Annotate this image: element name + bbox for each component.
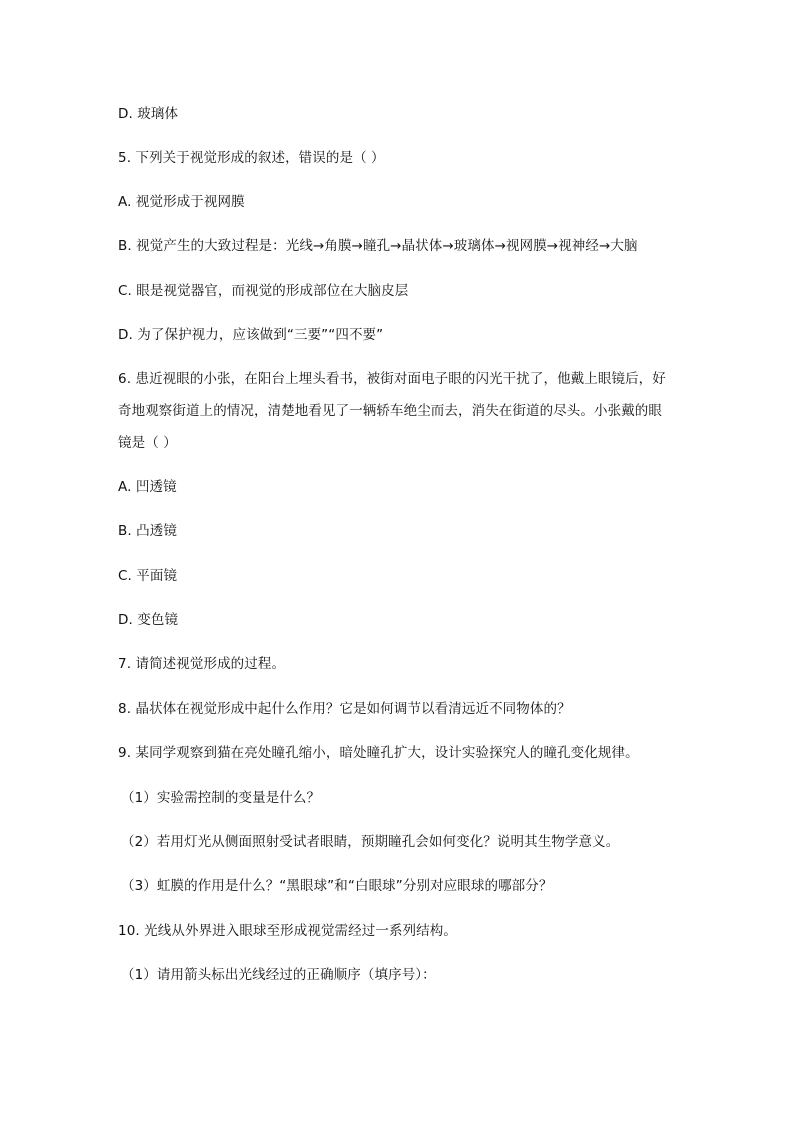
q6-option-a: A. 凹透镜 — [118, 479, 177, 495]
q6-option-c: C. 平面镜 — [118, 568, 178, 584]
q5-option-d: D. 为了保护视力，应该做到“三要”“四不要” — [118, 327, 384, 343]
question-6-stem-line-3: 镜是（ ） — [118, 435, 177, 451]
q5-option-c: C. 眼是视觉器官，而视觉的形成部位在大脑皮层 — [118, 283, 409, 299]
q6-option-d: D. 变色镜 — [118, 612, 179, 628]
question-6-stem-line-2: 奇地观察街道上的情况，清楚地看见了一辆轿车绝尘而去，消失在街道的尽头。小张戴的眼 — [118, 403, 662, 419]
question-7: 7. 请简述视觉形成的过程。 — [118, 656, 286, 672]
question-8: 8. 晶状体在视觉形成中起什么作用？它是如何调节以看清远近不同物体的？ — [118, 701, 571, 717]
question-10-stem: 10. 光线从外界进入眼球至形成视觉需经过一系列结构。 — [118, 923, 457, 939]
question-6-stem-line-1: 6. 患近视眼的小张，在阳台上埋头看书，被街对面电子眼的闪光干扰了，他戴上眼镜后，好 — [118, 371, 666, 387]
question-9-part-2: （2）若用灯光从侧面照射受试者眼睛，预期瞳孔会如何变化？说明其生物学意义。 — [121, 834, 620, 850]
question-10-part-1: （1）请用箭头标出光线经过的正确顺序（填序号）： — [121, 967, 436, 983]
q6-option-b: B. 凸透镜 — [118, 523, 177, 539]
question-9-part-3: （3）虹膜的作用是什么？“黑眼球”和“白眼球”分别对应眼球的哪部分？ — [121, 878, 553, 894]
q5-option-b: B. 视觉产生的大致过程是：光线→角膜→瞳孔→晶状体→玻璃体→视网膜→视神经→大脑 — [118, 238, 638, 254]
question-9-part-1: （1）实验需控制的变量是什么？ — [121, 790, 321, 806]
q4-option-d: D. 玻璃体 — [118, 106, 179, 122]
question-9-stem: 9. 某同学观察到猫在亮处瞳孔缩小，暗处瞳孔扩大，设计实验探究人的瞳孔变化规律。 — [118, 745, 639, 761]
q5-option-a: A. 视觉形成于视网膜 — [118, 194, 245, 210]
question-5-stem: 5. 下列关于视觉形成的叙述，错误的是（ ） — [118, 150, 385, 166]
